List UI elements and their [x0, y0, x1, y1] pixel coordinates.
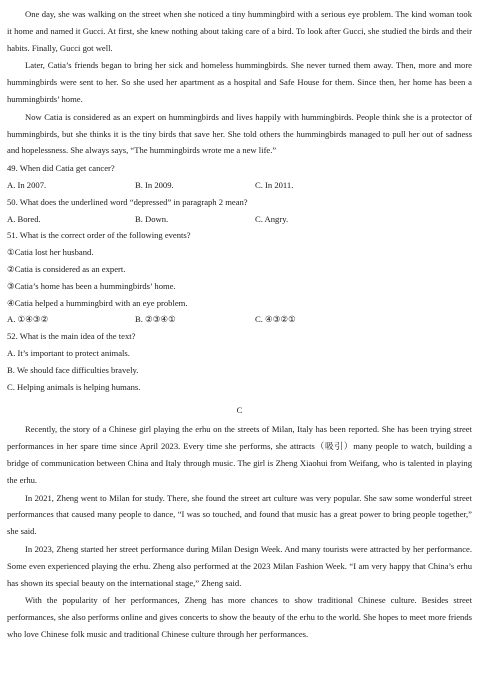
option-b: B. We should face difficulties bravely. [7, 364, 139, 375]
option-a: A. In 2007. [7, 179, 47, 190]
question-50-options [7, 211, 472, 228]
passage-c-paragraph-2: In 2021, Zheng went to Milan for study. There, she found the street art culture was very popular. She saw some wonderful street performances that caused many people to dance, “I was so touched, and found that music has a great power to bring people together,” she said. [7, 492, 472, 537]
option-b: B. ②③④① [135, 314, 176, 325]
option-a: A. ①④③② [7, 314, 49, 325]
option-a: A. It’s important to protect animals. [7, 347, 130, 358]
passage-c-label: C [236, 405, 243, 416]
passage-c-paragraph-3: In 2023, Zheng started her street performance during Milan Design Week. And many tourists were attracted by her performance. Some even experienced playing the erhu. Zheng also performed at the 2023 Milan Fashion Week. “I am very happy that China’s erhu has shown its special beauty on the international stage,” Zheng said. [7, 543, 472, 588]
question-49-stem: 49. When did Catia get cancer? [7, 163, 115, 174]
passage-b-paragraph-1: One day, she was walking on the street when she noticed a tiny hummingbird with a serious eye problem. The kind woman took it home and named it Gucci. At first, she knew nothing about taking care of a bird. To look after Gucci, she studied the birds and their habits. Finally, Gucci got well. [7, 9, 472, 53]
event-4: ④Catia helped a hummingbird with an eye problem. [7, 297, 188, 308]
option-c: C. Helping animals is helping humans. [7, 381, 141, 392]
event-3: ③Catia’s home has been a hummingbirds’ home. [7, 280, 176, 291]
passage-b-paragraph-3: Now Catia is considered as an expert on hummingbirds and lives happily with hummingbirds. People think she is a protector of hummingbirds, but she thinks it is the tiny birds that save her. She told others the hummingbirds managed to pull her out of sadness and hopelessness. She always says, “The hummingbirds wrote me a new life.” [7, 111, 472, 156]
option-b: B. In 2009. [135, 179, 174, 190]
event-2: ②Catia is considered as an expert. [7, 263, 126, 274]
question-49-options [7, 177, 472, 194]
question-50-stem: 50. What does the underlined word “depressed” in paragraph 2 mean? [7, 196, 248, 207]
passage-c-paragraph-1: Recently, the story of a Chinese girl playing the erhu on the streets of Milan, Italy has been reported. She has been trying street performances in her spare time since April 2023. Every time she performs, she attracts（吸引）many people to watch, building a bridge of communication between China and Italy through music. The girl is Zheng Xiaohui from Weifang, who is talented in playing the erhu. [7, 424, 472, 485]
question-51-options [7, 311, 472, 328]
option-a: A. Bored. [7, 213, 41, 224]
passage-c-paragraph-4: With the popularity of her performances, Zheng has more chances to show traditional Chinese culture. Besides street performances, she also performs online and gives concerts to show the beauty of the erhu to the world. She hopes to meet more friends who love Chinese folk music and traditional Chinese culture through her performances. [7, 595, 472, 639]
option-c: C. ④③②① [255, 314, 296, 325]
passage-b-paragraph-2: Later, Catia’s friends began to bring her sick and homeless hummingbirds. She never turned them away. Then, more and more hummingbirds were sent to her. So she used her apartment as a hospital and Safe House for them. Since then, her home has been a hummingbirds’ home. [7, 60, 472, 104]
option-c: C. Angry. [255, 213, 289, 224]
question-52-stem: 52. What is the main idea of the text? [7, 331, 136, 342]
event-1: ①Catia lost her husband. [7, 247, 94, 258]
option-b: B. Down. [135, 213, 169, 224]
option-c: C. In 2011. [255, 179, 294, 190]
question-51-stem: 51. What is the correct order of the following events? [7, 230, 191, 241]
